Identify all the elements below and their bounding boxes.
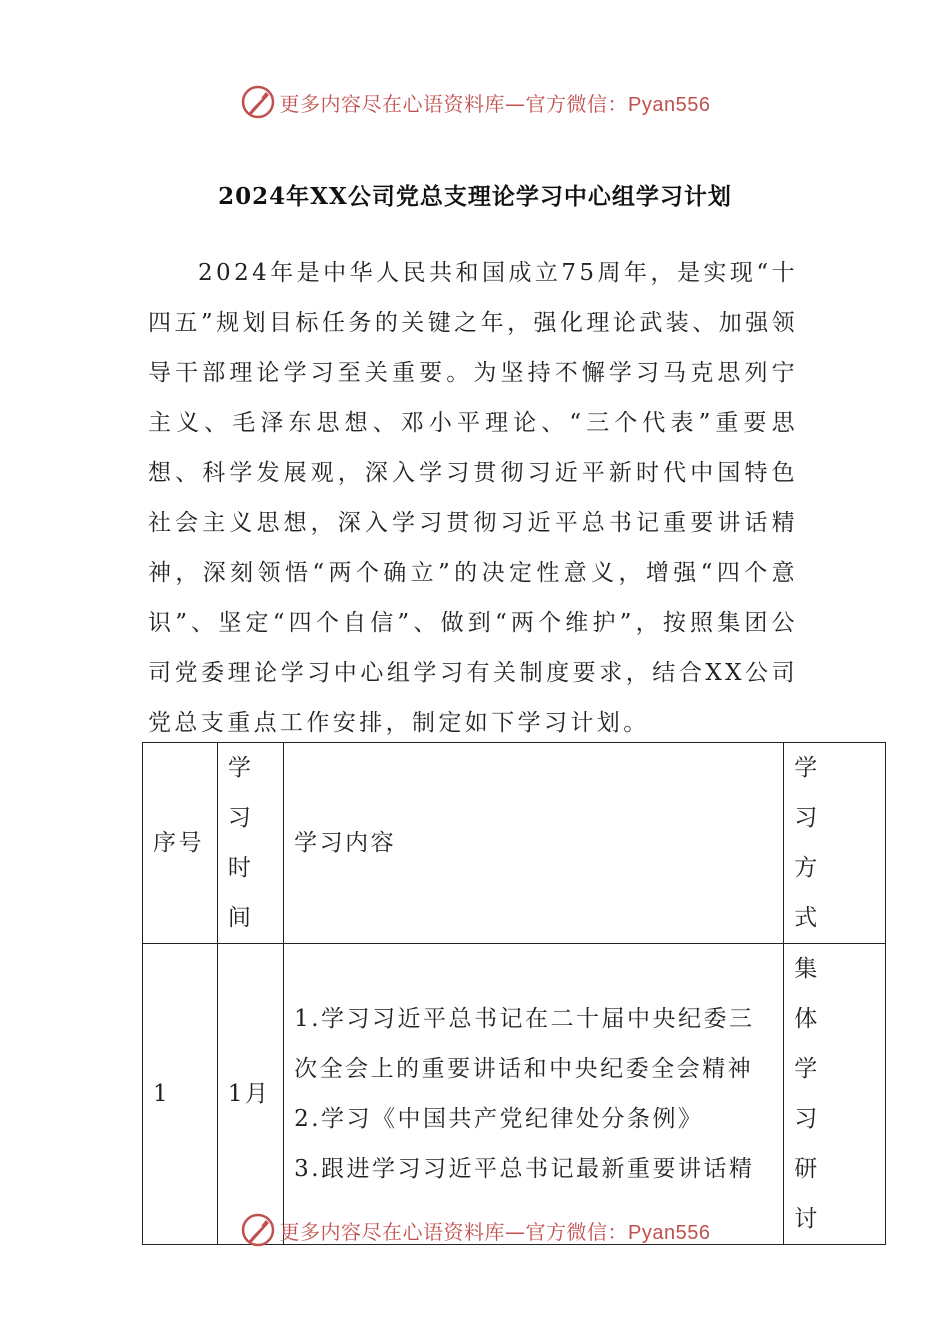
quill-pen-logo-icon bbox=[240, 84, 276, 120]
content-line: 2.学习《中国共产党纪律处分条例》 bbox=[294, 1106, 704, 1132]
table-row bbox=[143, 944, 886, 1245]
watermark-banner-top bbox=[0, 82, 950, 122]
header-time: 学习时间 bbox=[217, 743, 283, 944]
table-header-row bbox=[143, 743, 886, 944]
cell-time: 1月 bbox=[217, 944, 283, 1245]
watermark-banner-bottom bbox=[0, 1210, 950, 1250]
quill-pen-logo-icon bbox=[240, 1212, 276, 1248]
watermark-text: 更多内容尽在心语资料库—官方微信：Pyan556 bbox=[279, 1219, 711, 1244]
document-title: 2024年XX公司党总支理论学习中心组学习计划 bbox=[218, 183, 732, 210]
header-content: 学习内容 bbox=[284, 743, 784, 944]
intro-paragraph: 2024年是中华人民共和国成立75周年，是实现“十四五”规划目标任务的关键之年，强化理论武装、加强领导干部理论学习至关重要。为坚持不懈学习马克思列宁主义、毛泽东思想、邓小平理论、“三个代表”重要思想、科学发展观，深入学习贯彻习近平新时代中国特色社会主义思想，深入学习贯彻习近平总书记重要讲话精神，深刻领悟“两个确立”的决定性意义，增强“四个意识”、坚定“四个自信”、做到“两个维护”，按照集团公司党委理论学习中心组学习有关制度要求，结合XX公司党总支重点工作安排，制定如下学习计划。 bbox=[148, 260, 798, 736]
content-line: 1.学习习近平总书记在二十届中央纪委三 bbox=[294, 1006, 755, 1032]
watermark-wechat-id: Pyan556 bbox=[628, 93, 711, 116]
cell-mode: 集体学习研讨 bbox=[784, 944, 886, 1245]
watermark-text: 更多内容尽在心语资料库—官方微信：Pyan556 bbox=[279, 91, 711, 116]
header-mode: 学习方式 bbox=[784, 743, 886, 944]
content-line: 3.跟进学习习近平总书记最新重要讲话精 bbox=[294, 1156, 755, 1182]
cell-no: 1 bbox=[143, 944, 218, 1245]
watermark-wechat-id: Pyan556 bbox=[628, 1221, 711, 1244]
study-plan-table bbox=[142, 742, 886, 1245]
cell-content bbox=[284, 944, 784, 1245]
content-line: 次全会上的重要讲话和中央纪委全会精神 bbox=[294, 1056, 754, 1082]
header-no: 序号 bbox=[143, 743, 218, 944]
